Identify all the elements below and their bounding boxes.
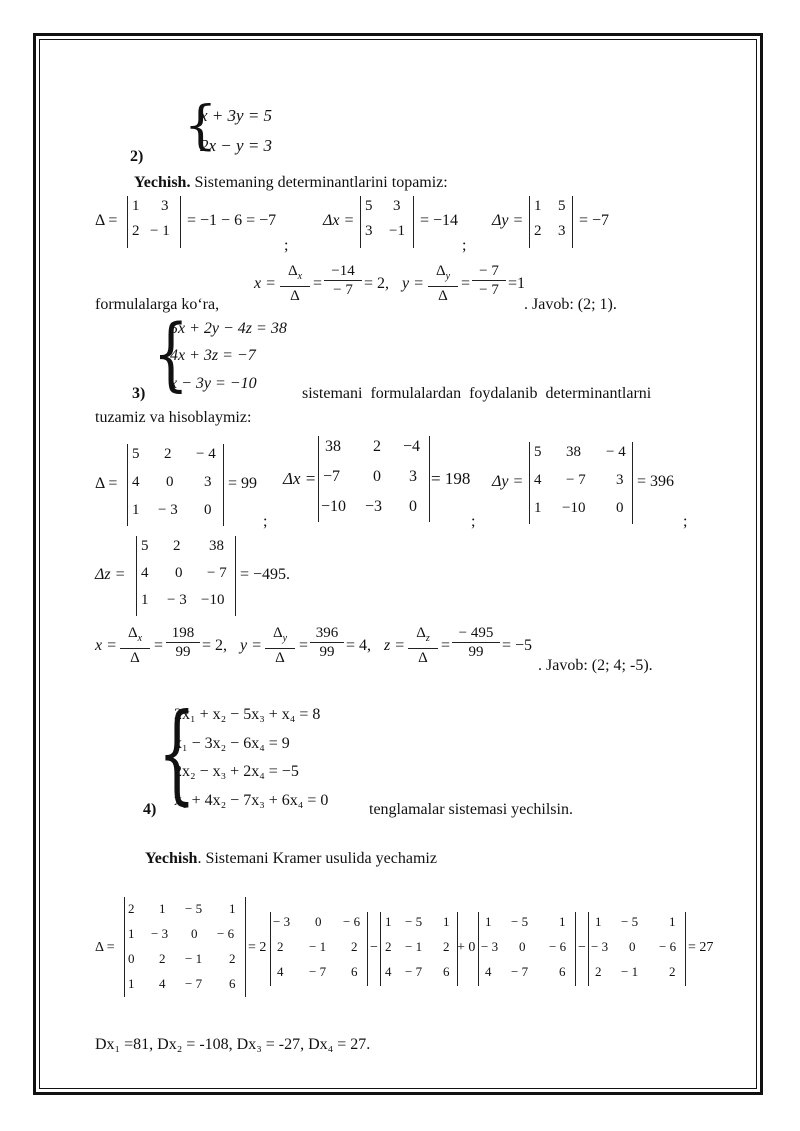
fraction: $\frac{- 7}{- 7}$	[472, 262, 506, 299]
determinant-values: Dx₁ =81, Dx₂ = -108, Dx₃ = -27, Dx₄ = 27.	[95, 1036, 371, 1053]
matrix-cell: 0	[191, 926, 198, 941]
matrix-cell: 2	[128, 901, 135, 916]
fraction: $\frac{- 495}{99}$	[452, 624, 500, 661]
matrix-cell: 38	[209, 538, 224, 554]
matrix-cell: 6	[559, 964, 566, 979]
separator: ;	[462, 237, 467, 254]
expansion-sign: −	[578, 940, 586, 955]
det-label: Δz =	[95, 566, 126, 583]
matrix-cell: 3	[204, 474, 212, 490]
problem-number: 2)	[130, 148, 144, 165]
minor-3x3	[478, 912, 576, 986]
text-line: tenglamalar sistemasi yechilsin.	[369, 801, 573, 818]
equals-sign: =	[313, 275, 323, 292]
matrix-cell: 4	[159, 976, 166, 991]
matrix-cell: − 3	[167, 592, 187, 608]
matrix-cell: 2	[351, 939, 358, 954]
matrix-cell: 1	[132, 198, 140, 214]
matrix-cell: 2	[277, 939, 284, 954]
matrix-cell: −1	[389, 223, 405, 239]
matrix-cell: 38	[566, 444, 581, 460]
formula-lhs: z =	[384, 637, 406, 654]
matrix-cell: 0	[629, 939, 636, 954]
problem-number: 3)	[132, 385, 146, 402]
equation: 2x − y = 3	[200, 136, 273, 155]
matrix-cell: − 7	[207, 565, 227, 581]
equation: 2x₁ + x₂ − 5x₃ + x₄ = 8	[174, 706, 321, 723]
minor-3x3	[588, 912, 686, 986]
matrix-cell: 0	[166, 474, 174, 490]
matrix-cell: − 1	[405, 939, 423, 954]
matrix-cell: 2	[229, 951, 236, 966]
matrix-cell: − 6	[217, 926, 235, 941]
fraction: $\frac{-14}{- 7}$	[324, 262, 362, 299]
matrix-cell: − 1	[150, 223, 170, 239]
matrix-cell: − 6	[343, 914, 361, 929]
matrix-cell: 1	[385, 914, 392, 929]
det-label: Δx =	[283, 469, 317, 488]
determinant-2x2	[127, 196, 181, 248]
separator: ;	[263, 513, 268, 530]
matrix-cell: 2	[159, 951, 166, 966]
formula-result: = 2,	[364, 275, 390, 292]
matrix-cell: 0	[409, 498, 417, 515]
determinant-3x3	[529, 442, 633, 524]
det-label: Δ =	[95, 940, 115, 955]
matrix-cell: 2	[669, 964, 676, 979]
expansion-sign: −	[370, 940, 378, 955]
matrix-cell: − 1	[185, 951, 203, 966]
matrix-cell: 5	[365, 198, 373, 214]
determinant-3x3	[127, 444, 224, 526]
matrix-cell: 1	[595, 914, 602, 929]
determinant-2x2	[529, 196, 573, 248]
matrix-cell: 0	[373, 468, 381, 485]
matrix-cell: 2	[173, 538, 181, 554]
formula-lhs: y =	[402, 275, 424, 292]
problem-number: 4)	[143, 801, 157, 818]
det-label: Δx =	[323, 212, 355, 229]
matrix-cell: 1	[669, 914, 676, 929]
equation: 5x + 2y − 4z = 38	[170, 320, 287, 337]
matrix-cell: − 7	[405, 964, 423, 979]
matrix-cell: 3	[393, 198, 401, 214]
determinant-4x4	[124, 897, 246, 997]
equation: 4x + 3z = −7	[170, 347, 256, 364]
matrix-cell: 1	[141, 592, 149, 608]
matrix-cell: 5	[534, 444, 542, 460]
matrix-cell: 3	[558, 223, 566, 239]
equation: x₁ − 3x₂ − 6x₄ = 9	[174, 735, 290, 752]
matrix-cell: 1	[229, 901, 236, 916]
matrix-cell: −10	[321, 498, 347, 515]
formula-result: = −5	[502, 637, 533, 654]
formula-lhs: y =	[240, 637, 262, 654]
matrix-cell: 2	[385, 939, 392, 954]
matrix-cell: − 1	[309, 939, 327, 954]
matrix-cell: − 3	[481, 939, 499, 954]
system-brace: {	[158, 691, 196, 816]
matrix-cell: 2	[595, 964, 602, 979]
matrix-cell: 3	[409, 468, 417, 485]
matrix-cell: − 7	[566, 472, 586, 488]
matrix-cell: 4	[485, 964, 492, 979]
formula-result: = 2,	[202, 637, 228, 654]
matrix-cell: 6	[443, 964, 450, 979]
determinant-2x2	[360, 196, 414, 248]
equation: x₁ + 4x₂ − 7x₃ + 6x₄ = 0	[174, 792, 329, 809]
formula-lhs: x =	[95, 637, 117, 654]
separator: ;	[284, 237, 289, 254]
formula-lhs: x =	[254, 275, 276, 292]
minor-3x3	[270, 912, 368, 986]
matrix-cell: 1	[443, 914, 450, 929]
matrix-cell: − 5	[405, 914, 423, 929]
matrix-cell: − 4	[606, 444, 626, 460]
equals-sign: =	[154, 637, 164, 654]
det-label: Δ =	[95, 212, 118, 229]
fraction: $\frac{396}{99}$	[310, 624, 344, 661]
matrix-cell: 0	[519, 939, 526, 954]
text-line: tuzamiz va hisoblaymiz:	[95, 409, 252, 426]
det-value: = 99	[228, 475, 258, 492]
matrix-cell: 3	[365, 223, 373, 239]
det-value: = −14	[420, 212, 459, 229]
matrix-cell: 38	[325, 438, 341, 455]
matrix-cell: 4	[534, 472, 542, 488]
det-value: = 27	[688, 940, 714, 955]
matrix-cell: − 3	[151, 926, 169, 941]
matrix-cell: 1	[534, 198, 542, 214]
matrix-cell: 0	[128, 951, 135, 966]
determinant-3x3	[318, 436, 430, 522]
answer: . Javob: (2; 4; -5).	[538, 657, 653, 674]
det-value: = 198	[431, 469, 471, 488]
solution-text: . Sistemani Kramer usulida yechamiz	[197, 850, 437, 867]
matrix-cell: −4	[403, 438, 421, 455]
matrix-cell: 1	[534, 500, 542, 516]
matrix-cell: 0	[616, 500, 624, 516]
matrix-cell: − 5	[511, 914, 529, 929]
matrix-cell: 1	[128, 976, 135, 991]
determinant-3x3	[136, 536, 236, 616]
text-line: sistemani formulalardan foydalanib determinantlarni	[302, 385, 652, 402]
text-line: formulalarga ko‘ra,	[95, 296, 220, 313]
equals-sign: =	[441, 637, 451, 654]
matrix-cell: − 3	[158, 502, 178, 518]
det-value: = −495.	[240, 566, 291, 583]
equals-sign: =	[461, 275, 471, 292]
matrix-cell: 0	[175, 565, 183, 581]
matrix-cell: 5	[141, 538, 149, 554]
solution-heading: Yechish.	[134, 174, 191, 191]
matrix-cell: 6	[351, 964, 358, 979]
matrix-cell: 4	[277, 964, 284, 979]
matrix-cell: 1	[159, 901, 166, 916]
matrix-cell: 0	[204, 502, 212, 518]
matrix-cell: 2	[534, 223, 542, 239]
fraction: $\frac{198}{99}$	[166, 624, 200, 661]
fraction: $\frac{\Delta_x}{\Delta}$	[280, 262, 310, 305]
fraction: $\frac{\Delta_z}{\Delta}$	[408, 624, 438, 667]
answer: . Javob: (2; 1).	[524, 296, 617, 313]
det-value: = −1 − 6 = −7	[187, 212, 277, 229]
matrix-cell: − 7	[511, 964, 529, 979]
matrix-cell: 1	[485, 914, 492, 929]
matrix-cell: 3	[161, 198, 169, 214]
matrix-cell: − 4	[196, 446, 216, 462]
matrix-cell: 4	[385, 964, 392, 979]
matrix-cell: 5	[558, 198, 566, 214]
matrix-cell: 2	[443, 939, 450, 954]
solution-text: Sistemaning determinantlarini topamiz:	[190, 174, 448, 191]
matrix-cell: − 6	[549, 939, 567, 954]
matrix-cell: 6	[229, 976, 236, 991]
matrix-cell: 5	[132, 446, 140, 462]
fraction: $\frac{\Delta_y}{\Delta}$	[265, 624, 295, 667]
solution-heading: Yechish	[145, 850, 198, 867]
matrix-cell: − 7	[309, 964, 327, 979]
separator: ;	[471, 513, 476, 530]
solution-line	[134, 174, 448, 192]
equals-sign: =	[299, 637, 309, 654]
matrix-cell: − 7	[185, 976, 203, 991]
expansion-coeff: = 2	[248, 940, 267, 955]
expansion-coeff: + 0	[457, 940, 476, 955]
matrix-cell: 1	[128, 926, 135, 941]
matrix-cell: 4	[141, 565, 149, 581]
matrix-cell: 2	[373, 438, 381, 455]
matrix-cell: 4	[132, 474, 140, 490]
det-label: Δy =	[492, 212, 524, 229]
fraction: $\frac{\Delta_y}{\Delta}$	[428, 262, 458, 305]
solution-line	[145, 850, 437, 868]
matrix-cell: 3	[616, 472, 624, 488]
system-brace: {	[184, 96, 218, 156]
matrix-cell: − 3	[591, 939, 609, 954]
system-brace: {	[153, 307, 189, 400]
matrix-cell: 1	[132, 502, 140, 518]
matrix-cell: −10	[201, 592, 225, 608]
matrix-cell: 1	[559, 914, 566, 929]
equation: 2x₂ − x₃ + 2x₄ = −5	[174, 763, 299, 780]
matrix-cell: 2	[132, 223, 140, 239]
matrix-cell: − 1	[621, 964, 639, 979]
matrix-cell: − 5	[621, 914, 639, 929]
matrix-cell: −3	[365, 498, 383, 515]
formula-result: = 4,	[346, 637, 372, 654]
matrix-cell: − 5	[185, 901, 203, 916]
minor-3x3	[380, 912, 458, 986]
det-label: Δy =	[492, 473, 524, 490]
matrix-cell: 0	[315, 914, 322, 929]
matrix-cell: 2	[164, 446, 172, 462]
equation: x − 3y = −10	[170, 375, 257, 392]
det-label: Δ =	[95, 475, 118, 492]
det-value: = 396	[637, 473, 675, 490]
matrix-cell: −7	[323, 468, 341, 485]
formula-result: =1	[508, 275, 526, 292]
det-value: = −7	[579, 212, 610, 229]
matrix-cell: − 6	[659, 939, 677, 954]
equation: x + 3y = 5	[200, 106, 273, 125]
separator: ;	[683, 513, 688, 530]
matrix-cell: − 3	[273, 914, 291, 929]
matrix-cell: −10	[562, 500, 586, 516]
fraction: $\frac{\Delta_x}{\Delta}$	[120, 624, 150, 667]
